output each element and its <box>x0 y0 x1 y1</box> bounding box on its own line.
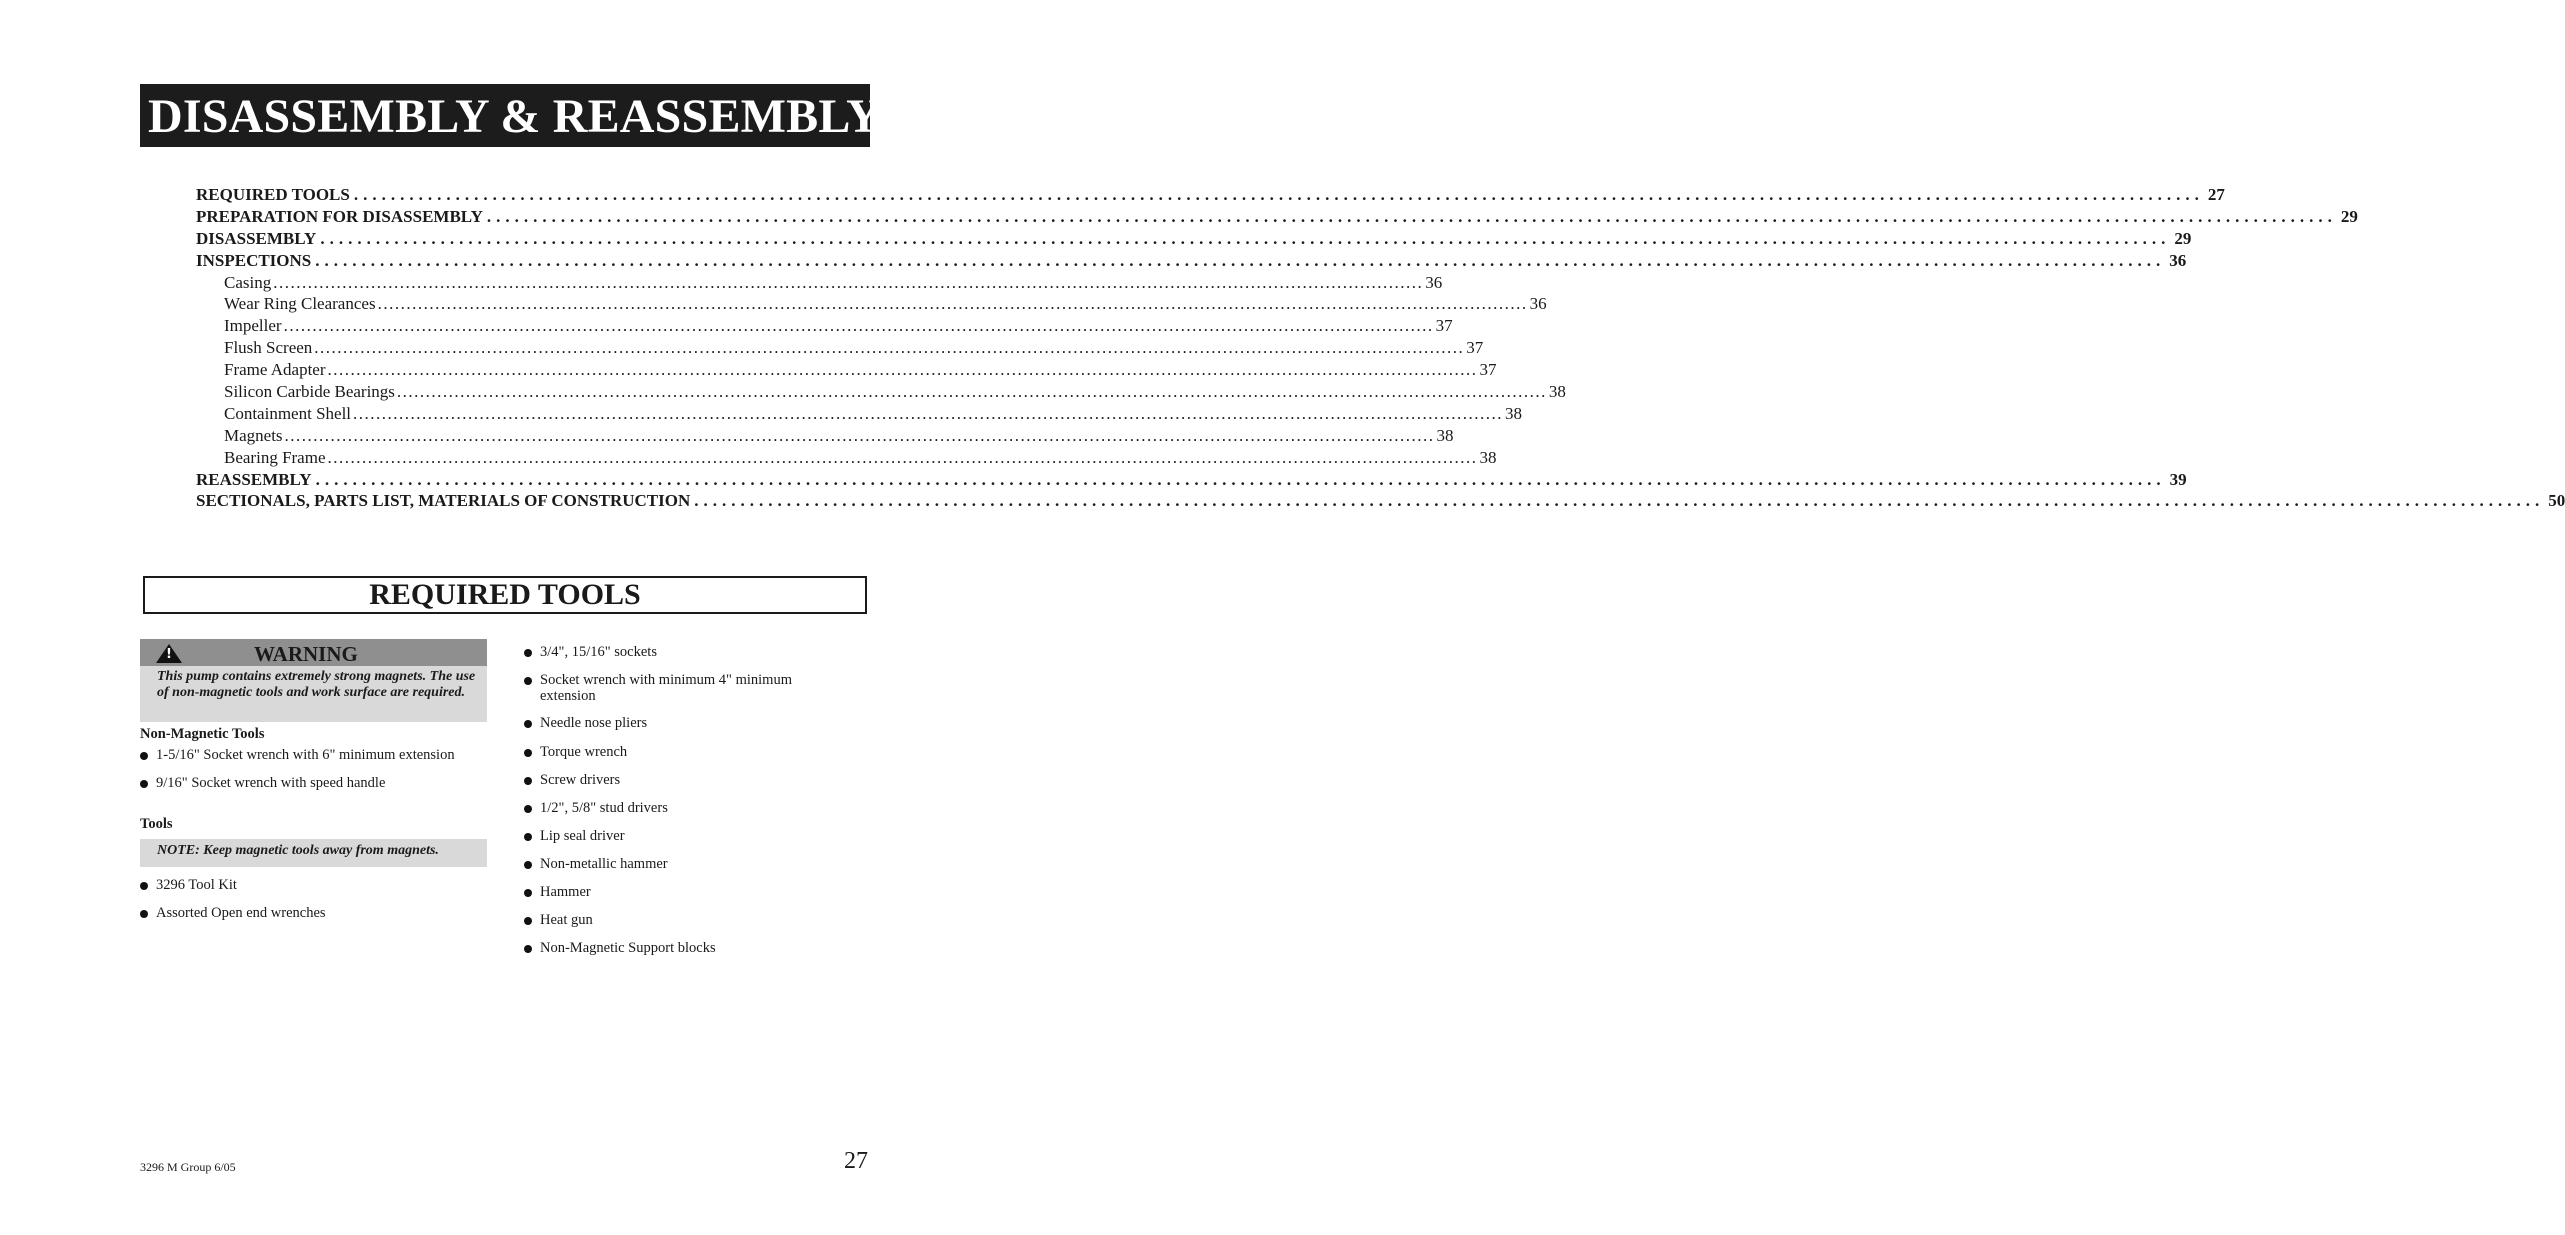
toc-entry-label: Wear Ring Clearances <box>224 294 376 314</box>
toc-entry-page: 39 <box>2169 469 2187 489</box>
list-item: Needle nose pliers <box>524 716 840 732</box>
toc-entry <box>196 425 1454 448</box>
toc-leader-dots: ........................................................................................................................................................................................................ <box>314 338 1465 358</box>
list-item: 1-5/16" Socket wrench with 6" minimum extension <box>140 748 506 764</box>
toc-entry <box>196 316 1453 338</box>
toc-leader-dots: ........................................................................................................................................................................................................ <box>273 272 1424 292</box>
toc-entry-page: 36 <box>1425 272 1443 292</box>
warning-header <box>140 639 487 666</box>
page-title-banner <box>140 84 882 147</box>
list-item: Heat gun <box>524 913 840 929</box>
toc-entry <box>196 338 1484 360</box>
toc-entry <box>196 491 2565 513</box>
toc-entry-label: Frame Adapter <box>224 360 326 380</box>
toc-entry-page: 29 <box>2174 228 2192 248</box>
toc-entry-label: DISASSEMBLY <box>196 228 317 248</box>
toc-entry <box>196 469 2187 492</box>
toc-entry-page: 27 <box>2207 185 2225 204</box>
list-item: 3/4", 15/16" sockets <box>524 645 840 661</box>
list-item: Non-Magnetic Support blocks <box>524 941 840 957</box>
list-item: Hammer <box>524 885 840 901</box>
toc-entry <box>196 185 2225 207</box>
list-item: 1/2", 5/8" stud drivers <box>524 801 840 817</box>
toc-leader-dots: ........................................................................................................................................................................................................ <box>315 250 2166 270</box>
toc-entry-page: 36 <box>2169 250 2187 270</box>
toc-entry-page: 37 <box>1479 360 1497 380</box>
toc-entry-label: Magnets <box>224 425 283 445</box>
warning-body: This pump contains extremely strong magnets. The use of non-magnetic tools and work surface are required. <box>140 666 487 722</box>
list-item: Socket wrench with minimum 4" minimum extension <box>524 673 840 704</box>
section-title: REQUIRED TOOLS <box>369 578 641 611</box>
toc-entry <box>196 228 2192 251</box>
toc-entry-label: INSPECTIONS <box>196 250 312 270</box>
toc-leader-dots: ........................................................................................................................................................................................................ <box>320 228 2171 248</box>
toc-entry-label: Bearing Frame <box>224 447 326 467</box>
toc-leader-dots: ........................................................................................................................................................................................................ <box>327 360 1478 380</box>
list-item: 3296 Tool Kit <box>140 878 506 894</box>
toc-entry-label: Silicon Carbide Bearings <box>224 382 395 402</box>
page-title: DISASSEMBLY & REASSEMBLY <box>148 90 882 143</box>
toc-entry-label: Impeller <box>224 316 282 336</box>
toc-entry-label: Containment Shell <box>224 403 352 423</box>
toc-leader-dots: ........................................................................................................................................................................................................ <box>353 185 2204 204</box>
section-heading-box <box>143 576 867 614</box>
toc-entry-page: 37 <box>1435 316 1453 336</box>
toc-entry-page: 36 <box>1529 294 1547 314</box>
toc-entry-label: SECTIONALS, PARTS LIST, MATERIALS OF CONSTRUCTION <box>196 491 691 511</box>
toc-leader-dots: ........................................................................................................................................................................................................ <box>396 382 1547 402</box>
toc-leader-dots: ........................................................................................................................................................................................................ <box>486 206 2337 226</box>
toc-entry <box>196 206 2358 229</box>
toc-entry-page: 50 <box>2548 491 2565 511</box>
toc-entry-page: 38 <box>1436 425 1454 445</box>
toc-leader-dots: ........................................................................................................................................................................................................ <box>353 403 1504 423</box>
tools-heading: Tools <box>140 816 173 832</box>
toc-entry-label: REQUIRED TOOLS <box>196 185 350 204</box>
toc-entry <box>196 294 1547 316</box>
toc-entry-label: Casing <box>224 272 272 292</box>
toc-entry-label: PREPARATION FOR DISASSEMBLY <box>196 206 483 226</box>
list-item: Lip seal driver <box>524 829 840 845</box>
toc-leader-dots: ........................................................................................................................................................................................................ <box>283 316 1434 336</box>
table-of-contents <box>196 185 2565 513</box>
toc-entry <box>196 382 1566 404</box>
toc-entry-label: Flush Screen <box>224 338 313 358</box>
warning-triangle-icon: ! <box>156 644 182 663</box>
toc-entry <box>196 360 1497 382</box>
toc-leader-dots: ........................................................................................................................................................................................................ <box>694 491 2545 511</box>
toc-leader-dots: ........................................................................................................................................................................................................ <box>327 447 1478 467</box>
page-number: 27 <box>844 1148 868 1174</box>
toc-entry <box>196 403 1523 426</box>
toc-entry <box>196 250 2187 273</box>
toc-entry-page: 38 <box>1505 403 1523 423</box>
toc-entry <box>196 272 1443 295</box>
warning-title: WARNING <box>254 642 358 666</box>
toc-entry <box>196 447 1497 470</box>
list-item: Screw drivers <box>524 773 840 789</box>
toc-leader-dots: ........................................................................................................................................................................................................ <box>284 425 1435 445</box>
toc-entry-page: 37 <box>1466 338 1484 358</box>
list-item: 9/16" Socket wrench with speed handle <box>140 776 506 792</box>
toc-entry-page: 38 <box>1548 382 1566 402</box>
list-item: Assorted Open end wrenches <box>140 906 506 922</box>
note-box: NOTE: Keep magnetic tools away from magnets. <box>140 839 487 867</box>
document-id: 3296 M Group 6/05 <box>140 1160 236 1174</box>
toc-entry-page: 38 <box>1479 447 1497 467</box>
list-item: Non-metallic hammer <box>524 857 840 873</box>
list-item: Torque wrench <box>524 745 840 761</box>
toc-entry-page: 29 <box>2340 206 2358 226</box>
toc-leader-dots: ........................................................................................................................................................................................................ <box>377 294 1528 314</box>
toc-entry-label: REASSEMBLY <box>196 469 312 489</box>
non-magnetic-tools-heading: Non-Magnetic Tools <box>140 726 265 742</box>
toc-leader-dots: ........................................................................................................................................................................................................ <box>315 469 2166 489</box>
